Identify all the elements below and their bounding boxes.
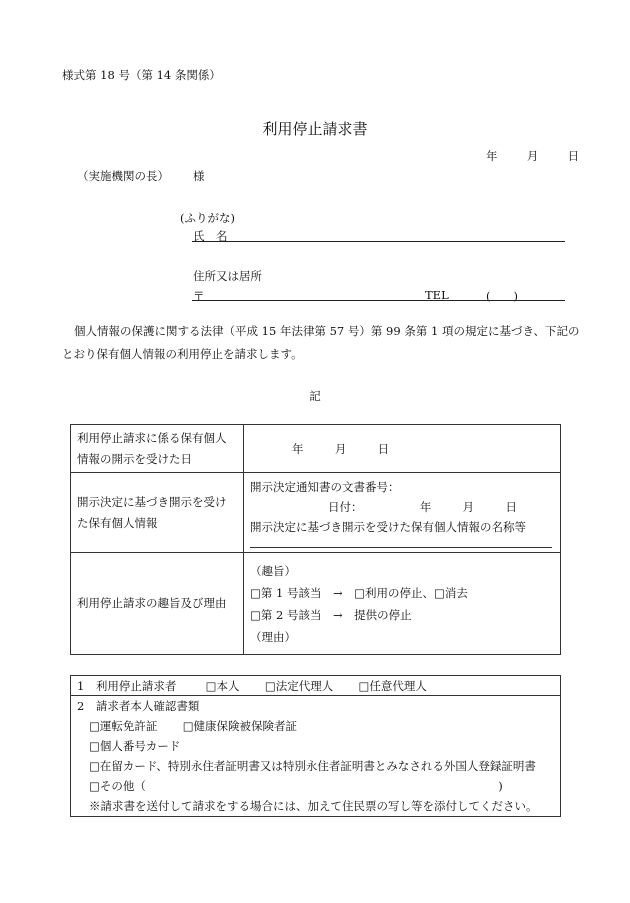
addressee: （実施機関の長） (77, 169, 169, 183)
id-docs-cell (71, 696, 561, 817)
doc-number-label: 開示決定通知書の文書番号： (250, 480, 400, 494)
id-docs-heading: 2 請求者本人確認書類 (77, 699, 200, 713)
address-field[interactable] (192, 300, 565, 301)
purpose-label: （趣旨） (250, 563, 296, 578)
requester-self-checkbox[interactable]: □本人 (205, 678, 240, 693)
row2-date-line (250, 497, 554, 517)
residence-card-checkbox[interactable]: □在留カード、特別永住者証明書又は特別永住者証明書とみなされる外国人登録証明書 (89, 759, 536, 773)
postal-mark: 〒 (193, 289, 205, 303)
row1-month: 月 (334, 441, 347, 456)
address-label: 住所又は居所 (193, 269, 262, 283)
purpose-option-2[interactable]: □第 2 号該当 → 提供の停止 (250, 607, 412, 622)
purpose-reason-field[interactable] (244, 553, 561, 655)
form-number: 様式第 18 号（第 14 条関係） (62, 68, 221, 82)
other-doc-line (77, 776, 554, 796)
mailing-note: ※請求書を送付して請求をする場合には、加えて住民票の写し等を添付してください。 (89, 799, 538, 813)
table-row (71, 676, 561, 696)
name-field[interactable] (192, 241, 565, 242)
table-row (71, 696, 561, 817)
furigana-label: (ふりがな) (180, 211, 235, 225)
name-label: 氏 名 (193, 229, 228, 243)
date-day: 日 (567, 149, 580, 163)
other-doc-close-paren: ) (498, 779, 503, 793)
date-month: 月 (526, 149, 539, 163)
row2-month: 月 (462, 500, 475, 514)
requester-voluntary-checkbox[interactable]: □任意代理人 (358, 678, 427, 693)
reason-label: （理由） (250, 629, 296, 644)
date-year: 年 (486, 149, 498, 163)
drivers-license-checkbox[interactable]: □運転免許証 (89, 719, 158, 733)
purpose-option-1[interactable]: □第 1 号該当 → □利用の停止、□消去 (250, 585, 468, 600)
request-details-table (70, 424, 561, 655)
disclosure-date-label: 利用停止請求に係る保有個人情報の開示を受けた日 (71, 425, 244, 473)
honorific: 様 (193, 169, 205, 183)
document-title: 利用停止請求書 (262, 120, 368, 138)
date-line (486, 148, 579, 164)
row2-date-label: 日付： (328, 500, 363, 514)
info-name-line (250, 547, 552, 548)
disclosure-date-field[interactable] (244, 425, 561, 473)
table-row (71, 425, 561, 473)
my-number-card-checkbox[interactable]: □個人番号カード (89, 739, 181, 753)
purpose-reason-label: 利用停止請求の趣旨及び理由 (71, 553, 244, 655)
requester-info-table (70, 675, 561, 817)
table-row (71, 473, 561, 553)
table-row (71, 553, 561, 655)
row2-day: 日 (505, 500, 517, 514)
other-doc-checkbox[interactable]: □その他（ (89, 779, 146, 793)
tel-field[interactable]: ( ) (486, 289, 518, 303)
row1-year: 年 (292, 441, 304, 456)
requester-legal-checkbox[interactable]: □法定代理人 (264, 678, 334, 693)
ki-heading: 記 (309, 389, 321, 403)
row1-day: 日 (377, 441, 390, 456)
row2-year: 年 (419, 500, 432, 514)
info-name-label: 開示決定に基づき開示を受けた保有個人情報の名称等 (250, 520, 526, 534)
disclosed-info-field[interactable] (244, 473, 561, 553)
requester-heading: 1 利用停止請求者 (77, 678, 177, 693)
requester-row (71, 676, 561, 696)
tel-label: TEL (425, 288, 449, 302)
health-insurance-checkbox[interactable]: □健康保険被保険者証 (182, 719, 298, 733)
id-docs-line-1 (77, 716, 554, 736)
disclosed-info-label: 開示決定に基づき開示を受けた保有個人情報 (71, 473, 244, 553)
request-statement: 個人情報の保護に関する法律（平成 15 年法律第 57 号）第 99 条第 1 項の規定に基づき、下記のとおり保有個人情報の利用停止を請求します。 (62, 324, 580, 361)
